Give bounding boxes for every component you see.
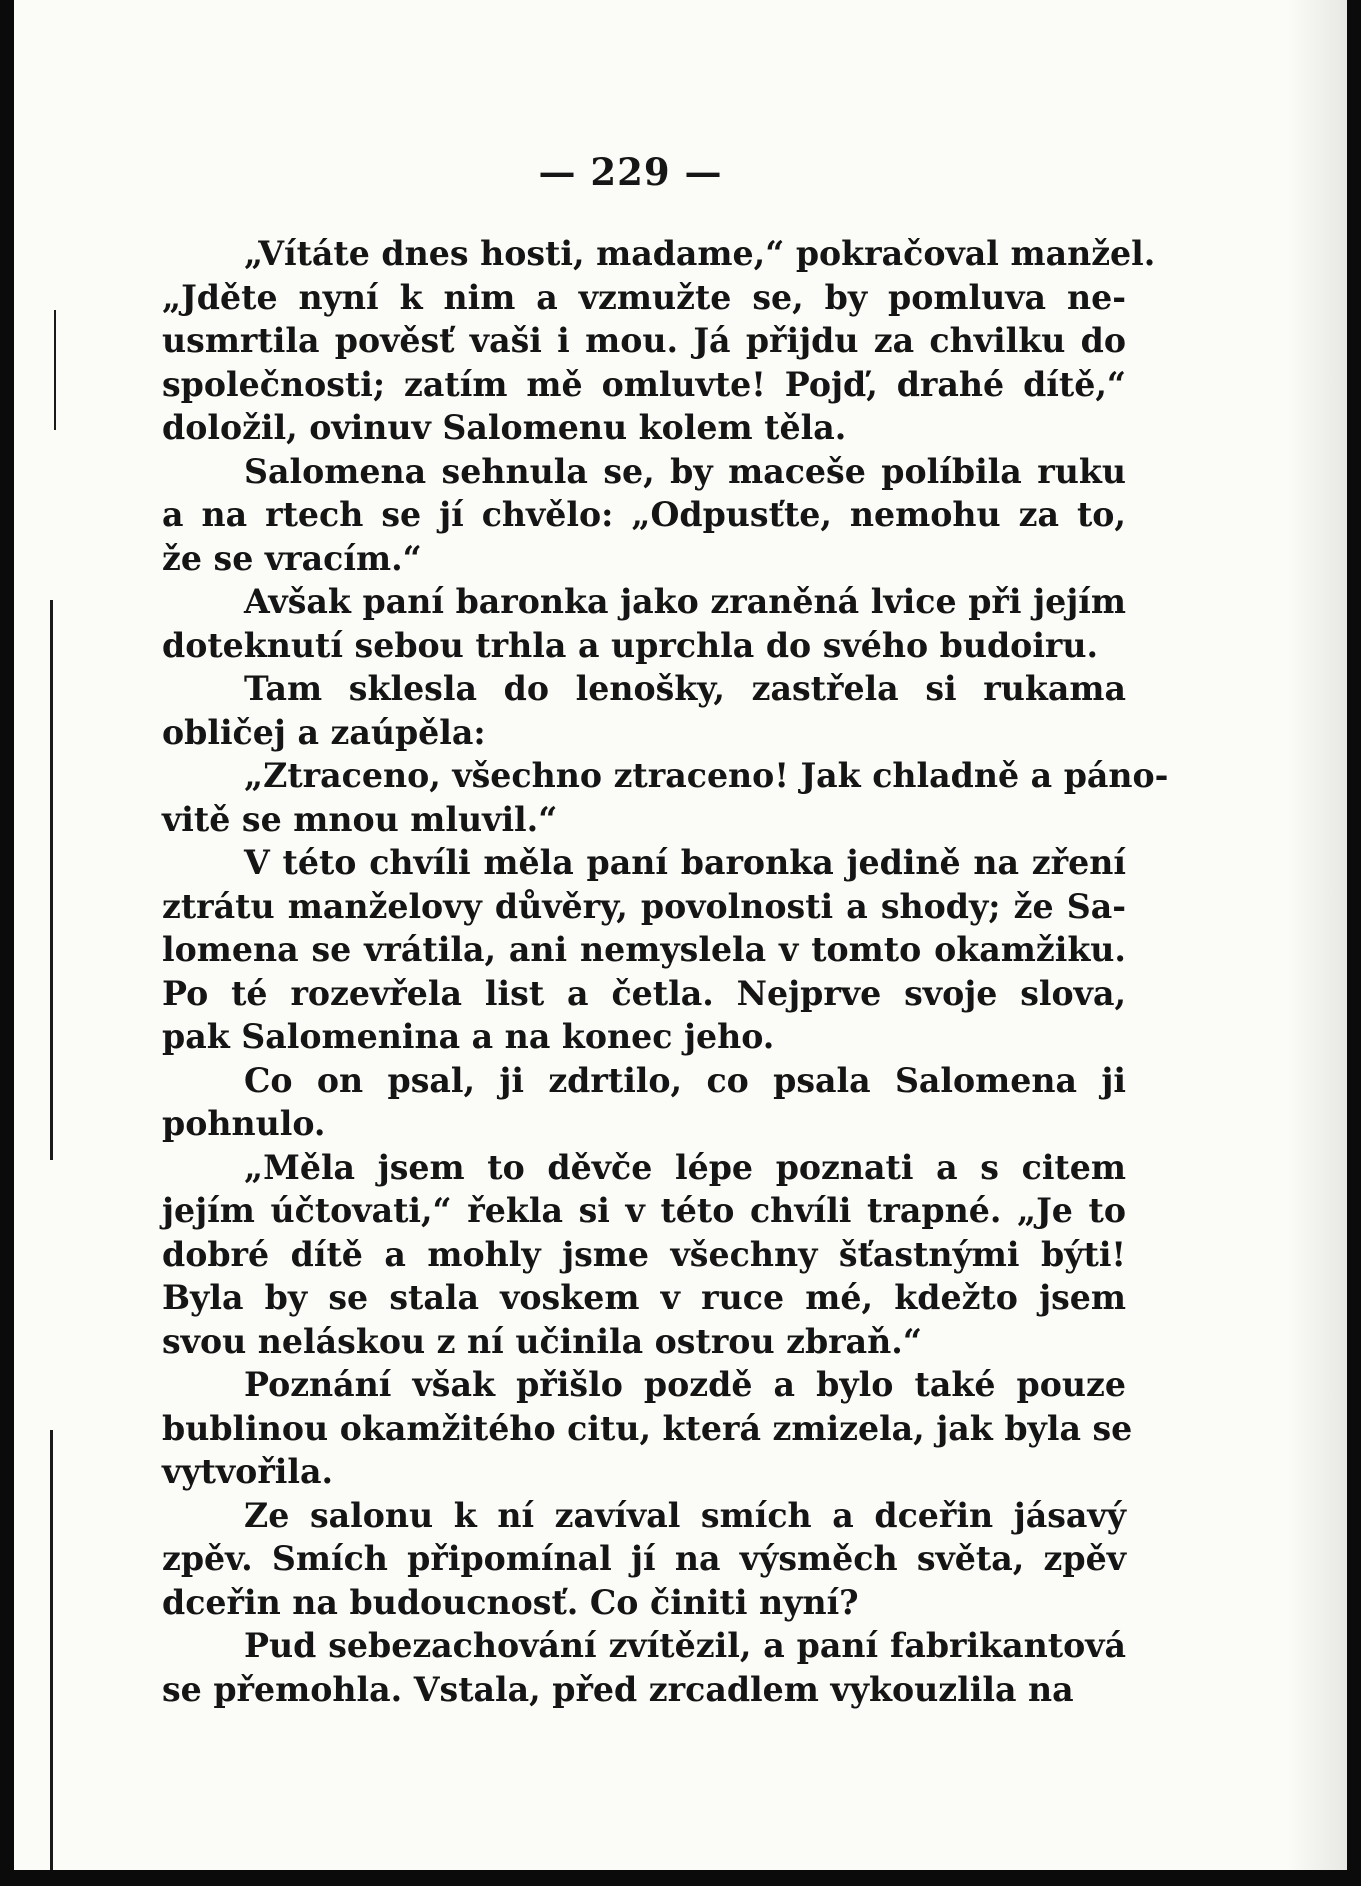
paragraph [162,1363,1133,1494]
text-line: Po té rozevřela list a četla. Nejprve svoje slova, [162,973,1126,1013]
page-number-header: — 229 — [538,150,723,194]
text-line: Tam sklesla do lenošky, zastřela si rukama [244,669,1126,708]
text-line: pak Salomenina a na konec jeho. [162,1017,775,1056]
paragraph [162,1624,1126,1711]
text-line: že se vracím.“ [162,538,422,578]
text-line: vitě se mnou mluvil.“ [162,799,558,839]
paragraph [162,1146,1126,1364]
text-body [162,232,1169,1711]
text-line: V této chvíli měla paní baronka jedině na zření [244,843,1126,882]
paragraph [162,1059,1126,1146]
gutter-mark-bottom [50,1430,53,1870]
paragraph [162,667,1126,754]
text-line: bublinou okamžitého citu, která zmizela, jak byla se [162,1408,1133,1448]
text-line: dobré dítě a mohly jsme všechny šťastnými býti! [162,1234,1126,1274]
text-line: dceřin na budoucnosť. Co činiti nyní? [162,1582,859,1622]
text-line: Pud sebezachování zvítězil, a paní fabrikantová [244,1626,1126,1665]
text-line: usmrtila pověsť vaši i mou. Já přijdu za chvilku do [162,321,1126,360]
text-line: se přemohla. Vstala, před zrcadlem vykouzlila na [162,1669,1074,1709]
text-line: vytvořila. [162,1452,334,1491]
paragraph [162,1494,1126,1625]
paragraph [162,580,1126,667]
text-line: „Vítáte dnes hosti, madame,“ pokračoval manžel. [244,234,1156,273]
text-line: Co on psal, ji zdrtilo, co psala Salomena ji [244,1060,1126,1100]
gutter-mark-top [54,310,56,430]
text-line: Poznání však přišlo pozdě a bylo také pouze [244,1365,1126,1404]
text-line: ztrátu manželovy důvěry, povolnosti a shody; že Sa- [162,886,1126,926]
paragraph [162,841,1126,1059]
text-line: doteknutí sebou trhla a uprchla do svého budoiru. [162,625,1099,665]
text-line: pohnulo. [162,1104,326,1143]
text-line: Byla by se stala voskem v ruce mé, kdežto jsem [162,1278,1126,1317]
text-line: „Ztraceno, všechno ztraceno! Jak chladně a páno- [244,756,1169,795]
text-line: Ze salonu k ní zavíval smích a dceřin jásavý [244,1495,1126,1535]
text-line: „Měla jsem to děvče lépe poznati a s citem [244,1147,1126,1187]
text-line: jejím účtovati,“ řekla si v této chvíli trapné. „Je to [162,1191,1126,1230]
text-line: lomena se vrátila, ani nemyslela v tomto okamžiku. [162,930,1126,969]
text-line: doložil, ovinuv Salomenu kolem těla. [162,408,847,447]
page-edge-shadow [1287,0,1347,1870]
book-page [14,0,1347,1870]
paragraph [162,754,1169,841]
text-line: svou neláskou z ní učinila ostrou zbraň.“ [162,1321,922,1361]
text-line: zpěv. Smích připomínal jí na výsměch světa, zpěv [162,1539,1126,1578]
text-line: „Jděte nyní k nim a vzmužte se, by pomluva ne- [162,277,1126,317]
paragraph [162,450,1126,581]
gutter-mark-middle [50,600,53,1160]
text-line: Salomena sehnula se, by maceše políbila ruku [244,451,1126,491]
text-line: a na rtech se jí chvělo: „Odpusťte, nemohu za to, [162,495,1126,534]
paragraph [162,232,1156,450]
text-line: obličej a zaúpěla: [162,712,486,752]
text-line: Avšak paní baronka jako zraněná lvice při jejím [244,582,1126,621]
text-line: společnosti; zatím mě omluvte! Pojď, drahé dítě,“ [162,364,1126,404]
